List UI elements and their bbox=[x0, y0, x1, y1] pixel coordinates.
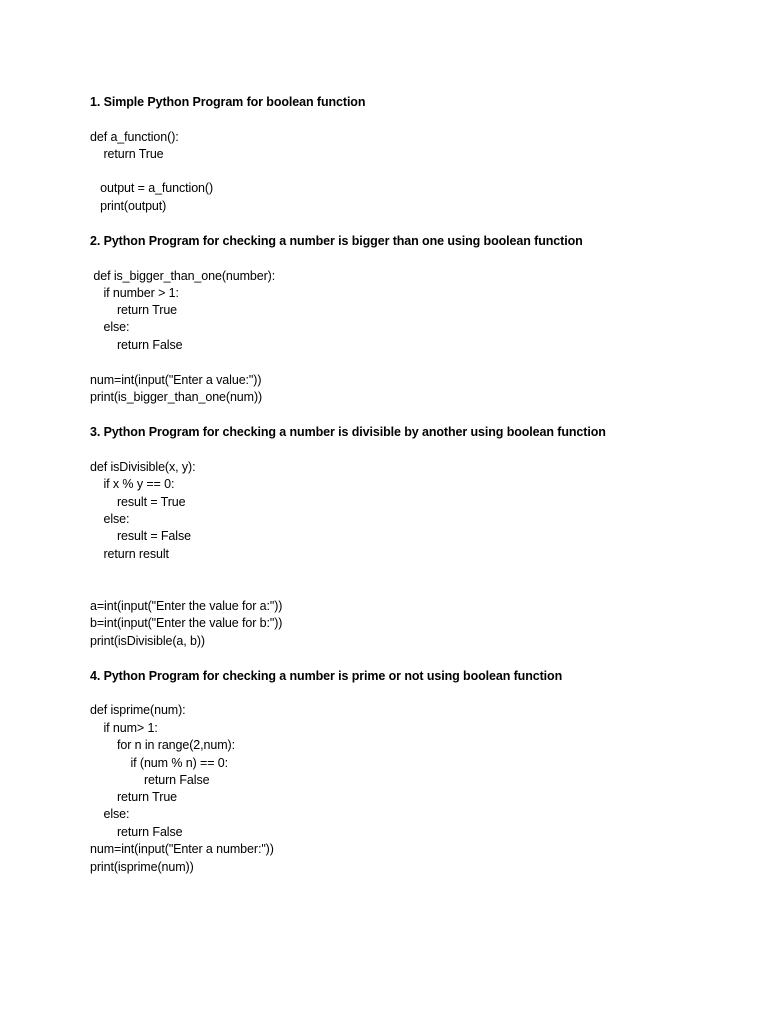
code-line: def is_bigger_than_one(number): bbox=[90, 269, 276, 283]
code-line: if x % y == 0: bbox=[90, 477, 175, 491]
code-line: result = False bbox=[90, 529, 191, 543]
code-line: return True bbox=[90, 303, 178, 317]
section-1-heading: 1. Simple Python Program for boolean function bbox=[90, 95, 366, 109]
code-line: else: bbox=[90, 320, 130, 334]
code-line: num=int(input("Enter a number:")) bbox=[90, 842, 274, 856]
code-line: num=int(input("Enter a value:")) bbox=[90, 373, 262, 387]
code-line: if num> 1: bbox=[90, 721, 158, 735]
code-line: print(output) bbox=[90, 199, 167, 213]
code-line: print(isDivisible(a, b)) bbox=[90, 634, 205, 648]
code-line: def a_function(): bbox=[90, 130, 179, 144]
code-line: a=int(input("Enter the value for a:")) bbox=[90, 599, 283, 613]
code-line: else: bbox=[90, 512, 130, 526]
section-3-heading: 3. Python Program for checking a number is divisible by another using boolean function bbox=[90, 425, 606, 439]
code-line: def isDivisible(x, y): bbox=[90, 460, 196, 474]
code-line: return True bbox=[90, 147, 164, 161]
code-line: return False bbox=[90, 825, 183, 839]
code-line: if number > 1: bbox=[90, 286, 179, 300]
code-line: result = True bbox=[90, 495, 186, 509]
code-line: return True bbox=[90, 790, 178, 804]
code-line: return False bbox=[90, 338, 183, 352]
code-line: else: bbox=[90, 807, 130, 821]
section-2-heading: 2. Python Program for checking a number is bigger than one using boolean function bbox=[90, 234, 583, 248]
code-line: if (num % n) == 0: bbox=[90, 756, 229, 770]
code-line: print(isprime(num)) bbox=[90, 860, 194, 874]
code-line: return result bbox=[90, 547, 169, 561]
code-line: def isprime(num): bbox=[90, 703, 186, 717]
code-line: b=int(input("Enter the value for b:")) bbox=[90, 616, 283, 630]
code-line: print(is_bigger_than_one(num)) bbox=[90, 390, 263, 404]
code-line: output = a_function() bbox=[90, 181, 214, 195]
code-line: return False bbox=[90, 773, 210, 787]
code-line: for n in range(2,num): bbox=[90, 738, 235, 752]
section-4-heading: 4. Python Program for checking a number is prime or not using boolean function bbox=[90, 669, 563, 683]
